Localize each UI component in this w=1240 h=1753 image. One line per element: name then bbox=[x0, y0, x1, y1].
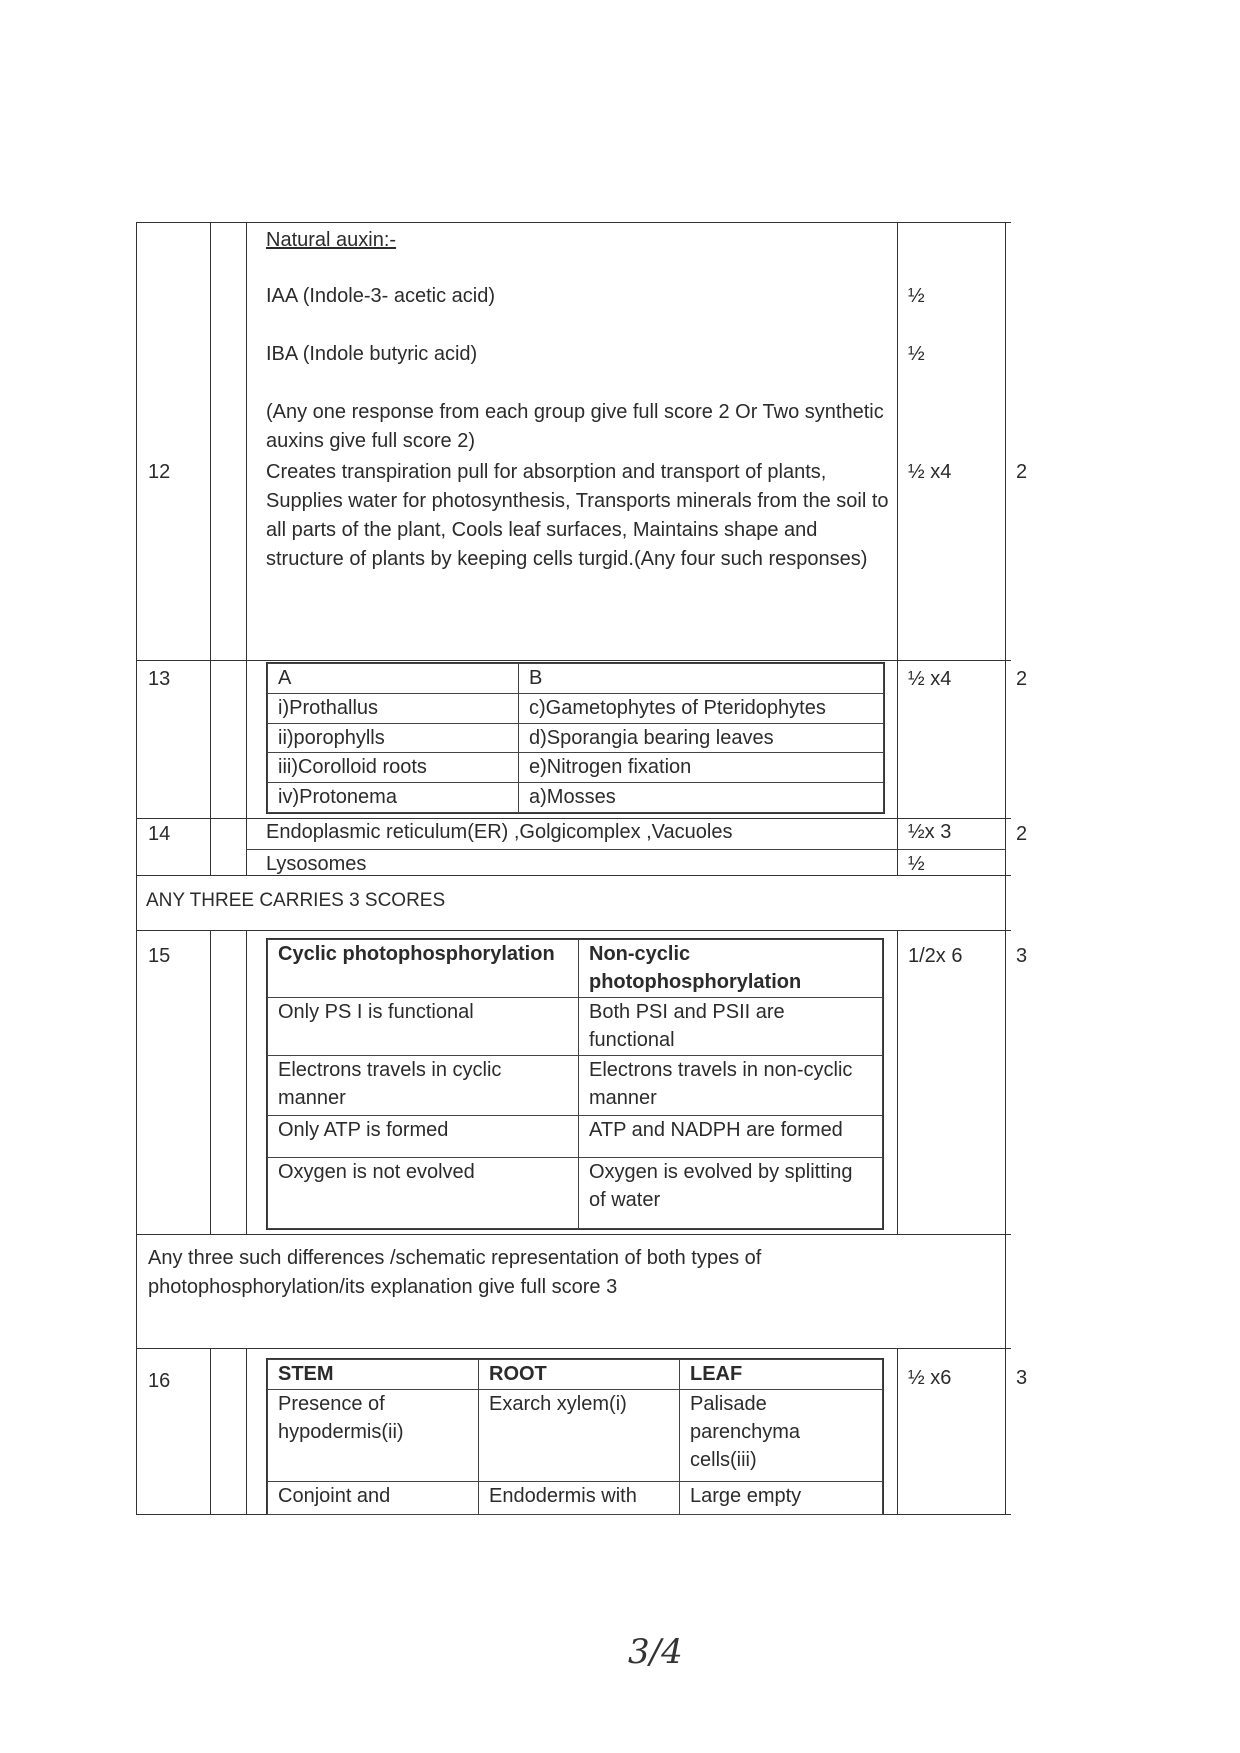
q15-note: Any three such differences /schematic representation of both types of photophosphorylation/its explanation give full score 3 bbox=[148, 1247, 762, 1298]
q13-cell: e)Nitrogen fixation bbox=[519, 753, 884, 783]
q15-cell: Only ATP is formed bbox=[268, 1116, 579, 1158]
q13-number: 13 bbox=[148, 668, 171, 690]
row-divider bbox=[136, 660, 1011, 661]
q16-cell: Conjoint and bbox=[268, 1482, 479, 1515]
col-left-border bbox=[136, 222, 137, 1515]
q14-line1-score: ½x 3 bbox=[908, 821, 952, 843]
col-sub-divider bbox=[246, 222, 247, 875]
q13-header-b: B bbox=[519, 664, 884, 694]
col-split-divider bbox=[897, 1348, 898, 1515]
q16-split-score: ½ x6 bbox=[908, 1367, 952, 1389]
q13-cell: a)Mosses bbox=[519, 783, 884, 813]
section-heading: ANY THREE CARRIES 3 SCORES bbox=[146, 890, 446, 911]
q16-total-score: 3 bbox=[1016, 1367, 1028, 1389]
page-number: 3/4 bbox=[628, 1632, 683, 1672]
q15-cell: Oxygen is not evolved bbox=[268, 1158, 579, 1229]
col-split-divider bbox=[897, 930, 898, 1235]
q15-header-cyclic: Cyclic photophosphorylation bbox=[268, 940, 579, 998]
q15-split-score: 1/2x 6 bbox=[908, 945, 963, 967]
table-top-border bbox=[136, 222, 1011, 223]
q16-cell: Presence of hypodermis(ii) bbox=[268, 1390, 479, 1482]
q12-total-score: 2 bbox=[1016, 461, 1028, 483]
q14-line2: Lysosomes bbox=[266, 853, 367, 875]
q13-cell: ii)porophylls bbox=[268, 723, 519, 753]
table-row bbox=[268, 1482, 883, 1515]
q11-line1: IAA (Indole-3- acetic acid) bbox=[266, 285, 495, 307]
q15-number: 15 bbox=[148, 945, 171, 967]
q13-total-score: 2 bbox=[1016, 668, 1028, 690]
q15-cell: ATP and NADPH are formed bbox=[579, 1116, 883, 1158]
q12-answer: Creates transpiration pull for absorption and transport of plants, Supplies water for photosynthesis, Transports minerals from the soil to all parts of the plant, Cools leaf surfaces, Maintains shape and structure of plants by keeping cells turgid.(Any four such responses) bbox=[266, 461, 889, 570]
col-num-divider bbox=[210, 1348, 211, 1515]
q16-cell: Large empty bbox=[680, 1482, 883, 1515]
q14-number: 14 bbox=[148, 823, 171, 845]
row-divider bbox=[136, 1348, 1011, 1349]
q11-note: (Any one response from each group give full score 2 Or Two synthetic auxins give full score 2) bbox=[266, 401, 884, 452]
q12-number: 12 bbox=[148, 461, 171, 483]
table-row bbox=[268, 753, 884, 783]
table-row bbox=[268, 1360, 883, 1390]
table-row bbox=[268, 783, 884, 813]
q15-cell: Electrons travels in cyclic manner bbox=[268, 1056, 579, 1116]
col-sub-divider bbox=[246, 1348, 247, 1515]
q16-header-root: ROOT bbox=[479, 1360, 680, 1390]
col-split-divider bbox=[897, 222, 898, 875]
q13-cell: i)Prothallus bbox=[268, 693, 519, 723]
q11-heading: Natural auxin:- bbox=[266, 229, 397, 251]
q15-cell: Electrons travels in non-cyclic manner bbox=[579, 1056, 883, 1116]
q11-line1-score: ½ bbox=[908, 285, 925, 307]
col-sub-divider bbox=[246, 930, 247, 1235]
q16-tissue-table bbox=[266, 1358, 884, 1515]
q16-header-leaf: LEAF bbox=[680, 1360, 883, 1390]
q16-number: 16 bbox=[148, 1370, 171, 1392]
table-row bbox=[268, 940, 883, 998]
table-row bbox=[268, 664, 884, 694]
q13-cell: c)Gametophytes of Pteridophytes bbox=[519, 693, 884, 723]
col-num-divider bbox=[210, 222, 211, 875]
row-divider bbox=[136, 930, 1011, 931]
q16-header-stem: STEM bbox=[268, 1360, 479, 1390]
table-row bbox=[268, 693, 884, 723]
col-total-divider bbox=[1005, 222, 1006, 1515]
q14-line2-score: ½ bbox=[908, 853, 925, 875]
q14-total-score: 2 bbox=[1016, 823, 1028, 845]
table-row bbox=[268, 1056, 883, 1116]
q13-split-score: ½ x4 bbox=[908, 668, 952, 690]
table-row bbox=[268, 1158, 883, 1229]
q13-cell: d)Sporangia bearing leaves bbox=[519, 723, 884, 753]
q13-cell: iii)Corolloid roots bbox=[268, 753, 519, 783]
q16-cell: Endodermis with bbox=[479, 1482, 680, 1515]
q15-cell: Both PSI and PSII are functional bbox=[579, 998, 883, 1056]
col-num-divider bbox=[210, 930, 211, 1235]
q15-cell: Only PS I is functional bbox=[268, 998, 579, 1056]
q16-cell: Exarch xylem(i) bbox=[479, 1390, 680, 1482]
row-divider bbox=[136, 1234, 1011, 1235]
q13-cell: iv)Protonema bbox=[268, 783, 519, 813]
q14-line1: Endoplasmic reticulum(ER) ,Golgicomplex ,Vacuoles bbox=[266, 821, 733, 843]
q11-line2-score: ½ bbox=[908, 343, 925, 365]
q15-cell: Oxygen is evolved by splitting of water bbox=[579, 1158, 883, 1229]
table-row bbox=[268, 998, 883, 1056]
table-row bbox=[268, 1390, 883, 1482]
table-row bbox=[268, 723, 884, 753]
q16-cell: Palisade parenchyma cells(iii) bbox=[680, 1390, 883, 1482]
q13-header-a: A bbox=[268, 664, 519, 694]
q11-line2: IBA (Indole butyric acid) bbox=[266, 343, 478, 365]
q15-comparison-table bbox=[266, 938, 884, 1230]
q13-match-table bbox=[266, 662, 885, 814]
q15-total-score: 3 bbox=[1016, 945, 1028, 967]
table-row bbox=[268, 1116, 883, 1158]
q12-split-score: ½ x4 bbox=[908, 461, 952, 483]
q15-header-noncyclic: Non-cyclic photophosphorylation bbox=[579, 940, 883, 998]
